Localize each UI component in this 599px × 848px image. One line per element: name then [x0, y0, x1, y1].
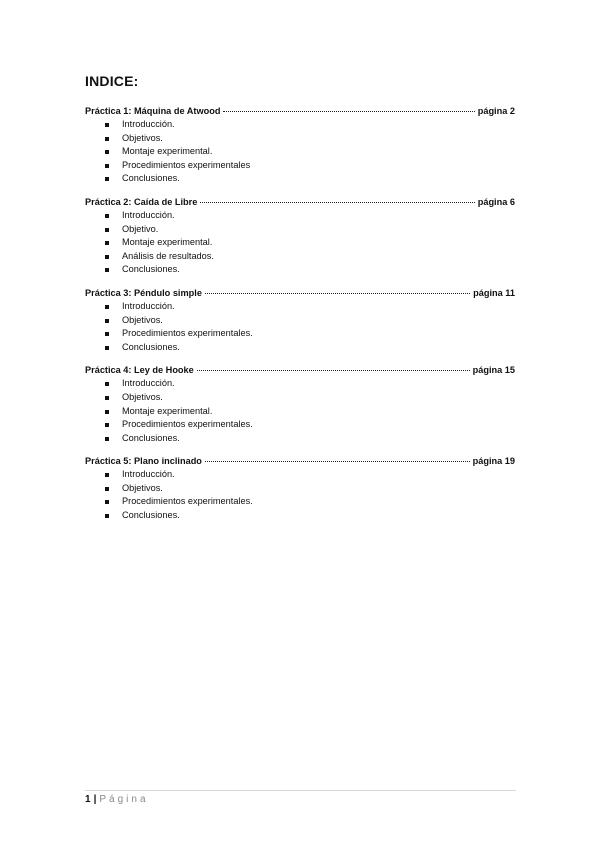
square-bullet-icon	[105, 487, 109, 491]
toc-subitems	[85, 468, 515, 522]
square-bullet-icon	[105, 437, 109, 441]
square-bullet-icon	[105, 164, 109, 168]
toc-entry	[85, 104, 515, 118]
dot-leader	[200, 202, 474, 203]
square-bullet-icon	[105, 319, 109, 323]
page-title: INDICE:	[85, 73, 139, 89]
list-item: Introducción.	[105, 468, 515, 482]
toc-entry	[85, 454, 515, 468]
toc-entry	[85, 363, 515, 377]
square-bullet-icon	[105, 228, 109, 232]
list-item: Montaje experimental.	[105, 145, 515, 159]
square-bullet-icon	[105, 255, 109, 259]
square-bullet-icon	[105, 423, 109, 427]
list-item: Conclusiones.	[105, 263, 515, 277]
toc-section-2	[85, 195, 515, 277]
square-bullet-icon	[105, 268, 109, 272]
list-item: Conclusiones.	[105, 341, 515, 355]
dot-leader	[205, 293, 470, 294]
list-item: Procedimientos experimentales.	[105, 327, 515, 341]
square-bullet-icon	[105, 332, 109, 336]
footer-separator: |	[93, 794, 97, 805]
toc-entry-title: Práctica 1: Máquina de Atwood	[85, 106, 221, 116]
toc-subitems	[85, 300, 515, 354]
toc-section-1	[85, 104, 515, 186]
square-bullet-icon	[105, 150, 109, 154]
toc-entry-page: página 19	[472, 456, 515, 467]
toc-entry-title: Práctica 4: Ley de Hooke	[85, 365, 194, 376]
toc-entry	[85, 195, 515, 209]
toc-section-3	[85, 286, 515, 354]
toc-section-4	[85, 363, 515, 445]
square-bullet-icon	[105, 346, 109, 350]
toc-entry	[85, 286, 515, 300]
list-item: Objetivos.	[105, 132, 515, 146]
list-item: Conclusiones.	[105, 509, 515, 523]
square-bullet-icon	[105, 177, 109, 181]
list-item: Análisis de resultados.	[105, 250, 515, 264]
list-item: Objetivos.	[105, 391, 515, 405]
list-item: Montaje experimental.	[105, 236, 515, 250]
square-bullet-icon	[105, 473, 109, 477]
list-item: Objetivos.	[105, 482, 515, 496]
toc-subitems	[85, 377, 515, 445]
table-of-contents	[85, 104, 515, 532]
toc-subitems	[85, 209, 515, 277]
dot-leader	[205, 461, 470, 462]
page-number: 1	[85, 794, 91, 805]
square-bullet-icon	[105, 396, 109, 400]
list-item: Montaje experimental.	[105, 405, 515, 419]
toc-entry-title: Práctica 3: Péndulo simple	[85, 287, 202, 298]
square-bullet-icon	[105, 137, 109, 141]
square-bullet-icon	[105, 241, 109, 245]
page-footer	[85, 794, 149, 805]
square-bullet-icon	[105, 514, 109, 518]
square-bullet-icon	[105, 382, 109, 386]
toc-entry-page: página 6	[477, 196, 515, 207]
dot-leader	[223, 111, 474, 112]
toc-subitems	[85, 118, 515, 186]
square-bullet-icon	[105, 305, 109, 309]
toc-entry-page: página 2	[477, 106, 515, 116]
list-item: Procedimientos experimentales	[105, 159, 515, 173]
list-item: Introducción.	[105, 300, 515, 314]
square-bullet-icon	[105, 123, 109, 127]
list-item: Introducción.	[105, 377, 515, 391]
list-item: Conclusiones.	[105, 432, 515, 446]
footer-page-label: Página	[99, 794, 149, 805]
list-item: Introducción.	[105, 118, 515, 132]
square-bullet-icon	[105, 214, 109, 218]
list-item: Procedimientos experimentales.	[105, 418, 515, 432]
list-item: Objetivo.	[105, 223, 515, 237]
toc-entry-title: Práctica 5: Plano inclinado	[85, 456, 202, 467]
list-item: Introducción.	[105, 209, 515, 223]
toc-section-5	[85, 454, 515, 522]
footer-divider	[85, 790, 516, 791]
list-item: Conclusiones.	[105, 172, 515, 186]
list-item: Objetivos.	[105, 314, 515, 328]
square-bullet-icon	[105, 410, 109, 414]
list-item: Procedimientos experimentales.	[105, 495, 515, 509]
toc-entry-page: página 15	[472, 365, 515, 376]
toc-entry-title: Práctica 2: Caída de Libre	[85, 196, 198, 207]
square-bullet-icon	[105, 500, 109, 504]
dot-leader	[197, 370, 470, 371]
toc-entry-page: página 11	[473, 287, 515, 298]
